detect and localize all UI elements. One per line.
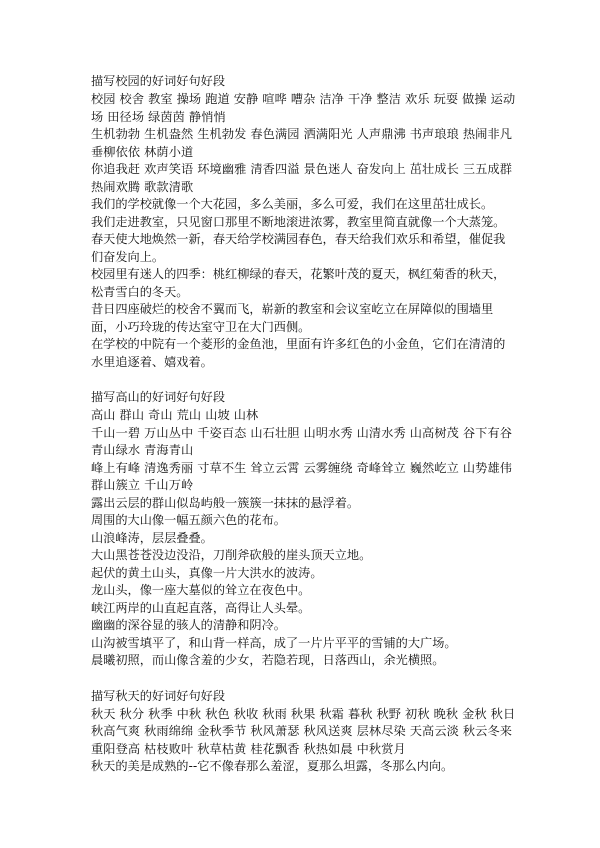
sentence: 幽幽的深谷显的骇人的清静和阴冷。 bbox=[91, 618, 286, 632]
sentence: 露出云层的群山似岛屿般一簇簇一抹抹的悬浮着。 bbox=[91, 495, 360, 510]
sentence: 晨曦初照，而山像含羞的少女，若隐若现，日落西山，余光横照。 bbox=[91, 653, 445, 667]
section-autumn bbox=[91, 687, 516, 776]
sentence: 周围的大山像一幅五颜六色的花布。 bbox=[91, 513, 286, 527]
sentence: 起伏的黄土山头，真像一片大洪水的波涛。 bbox=[91, 565, 323, 580]
sentence: 峡江两岸的山直起直落，高得让人头晕。 bbox=[91, 600, 311, 615]
sentence: 山沟被雪填平了，和山背一样高，成了一片片平平的雪铺的大广场。 bbox=[91, 635, 457, 650]
sentence: 在学校的中院有一个菱形的金鱼池，里面有许多红色的小金鱼，它们在清清的水里追逐着、嬉戏着。 bbox=[91, 337, 506, 369]
word-list: 高山 群山 奇山 荒山 山坡 山林 bbox=[91, 408, 259, 422]
sentence: 大山黑苍苍没边没沿，刀削斧砍般的崖头顶天立地。 bbox=[91, 548, 372, 562]
word-list: 重阳登高 枯枝败叶 秋草枯黄 桂花飘香 秋热如晨 中秋赏月 bbox=[91, 741, 406, 756]
sentence: 山浪峰涛，层层叠叠。 bbox=[91, 530, 213, 545]
sentence: 我们走进教室，只见窗口那里不断地滚进浓雾，教室里简直就像一个大蒸笼。 bbox=[91, 214, 506, 229]
word-list: 秋天 秋分 秋季 中秋 秋色 秋收 秋雨 秋果 秋霜 暮秋 秋野 初秋 晚秋 金秋 秋日 bbox=[91, 706, 516, 721]
sentence: 校园里有迷人的四季：桃红柳绿的春天，花繁叶茂的夏天，枫红菊香的秋天，松青雪白的冬天。 bbox=[91, 267, 506, 299]
section-campus bbox=[91, 72, 516, 371]
word-list: 你追我赶 欢声笑语 环境幽雅 清香四溢 景色迷人 奋发向上 茁壮成长 三五成群 热闹欢腾 歌款清歌 bbox=[91, 162, 513, 194]
word-list: 校园 校舍 教室 操场 跑道 安静 喧哗 嘈杂 洁净 干净 整洁 欢乐 玩耍 做操 运动场 田径场 绿茵茵 静悄悄 bbox=[91, 92, 516, 124]
word-list: 千山一碧 万山丛中 千姿百态 山石壮胆 山明水秀 山清水秀 山高树茂 谷下有谷 青山绿水 青海青山 bbox=[91, 425, 513, 457]
sentence: 我们的学校就像一个大花园，多么美丽，多么可爱，我们在这里茁壮成长。 bbox=[91, 197, 494, 211]
word-list: 峰上有峰 清逸秀丽 寸草不生 耸立云霄 云雾缠绕 奇峰耸立 巍然屹立 山势雄伟 群山簇立 千山万岭 bbox=[91, 460, 513, 492]
section-title: 描写高山的好词好句好段 bbox=[91, 390, 226, 404]
section-title: 描写秋天的好词好句好段 bbox=[91, 688, 226, 703]
word-list: 秋高气爽 秋雨绵绵 金秋季节 秋风萧瑟 秋风送爽 层林尽染 天高云淡 秋云冬来 bbox=[91, 724, 513, 738]
section-mountain bbox=[91, 388, 516, 670]
section-title: 描写校园的好词好句好段 bbox=[91, 74, 226, 88]
sentence: 龙山头，像一座大墓似的耸立在夜色中。 bbox=[91, 583, 311, 597]
sentence: 秋天的美是成熟的--它不像春那么羞涩，夏那么坦露，冬那么内向。 bbox=[91, 759, 454, 773]
sentence: 春天使大地焕然一新，春天给学校满园春色，春天给我们欢乐和希望，催促我们奋发向上。 bbox=[91, 232, 506, 264]
word-list: 生机勃勃 生机盎然 生机勃发 春色满园 洒满阳光 人声鼎沸 书声琅琅 热闹非凡 垂柳依依 林荫小道 bbox=[91, 127, 513, 159]
sentence: 昔日四座破烂的校舍不翼而飞，崭新的教室和会议室屹立在屏障似的围墙里面，小巧玲珑的传达室守卫在大门西侧。 bbox=[91, 302, 494, 334]
